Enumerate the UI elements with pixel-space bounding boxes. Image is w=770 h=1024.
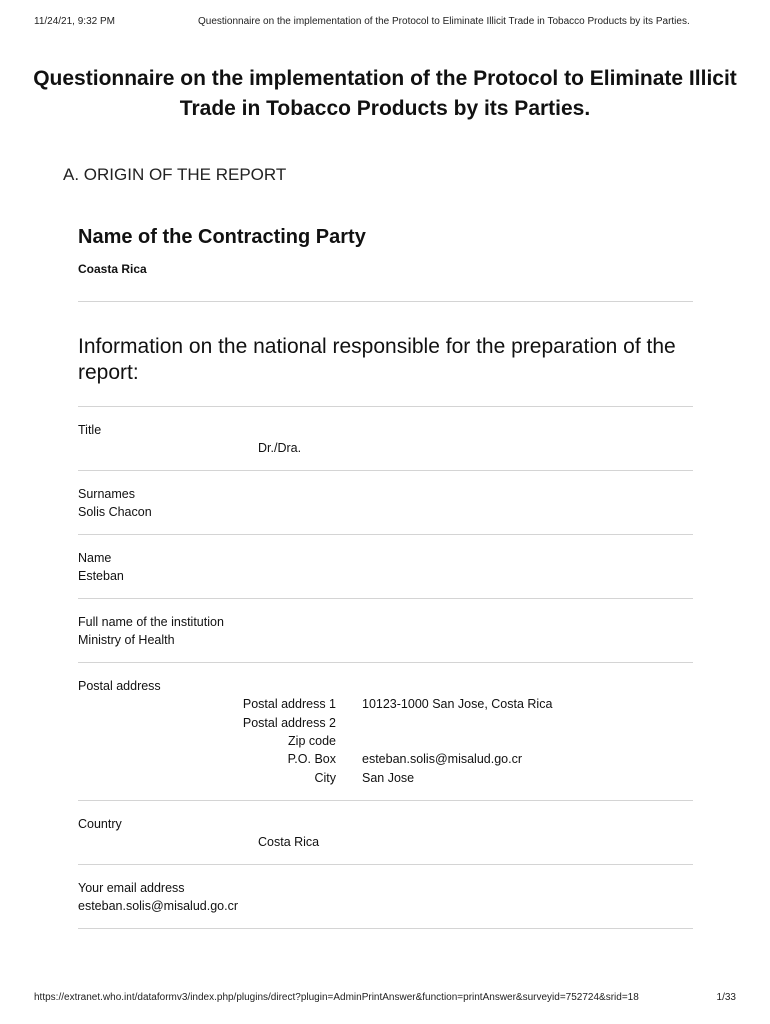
divider <box>78 800 693 801</box>
surnames-label: Surnames <box>78 487 135 501</box>
divider <box>78 534 693 535</box>
name-value: Esteban <box>78 569 124 583</box>
postal-address-1-label: Postal address 1 <box>242 697 336 711</box>
divider <box>78 470 693 471</box>
country-value: Costa Rica <box>258 835 320 849</box>
contracting-party-value: Coasta Rica <box>78 262 147 276</box>
divider <box>78 864 693 865</box>
divider <box>78 662 693 663</box>
zip-code-label: Zip code <box>288 734 336 748</box>
info-heading: Information on the national responsible for the preparation of the report: <box>78 335 676 384</box>
email-label: Your email address <box>78 881 185 895</box>
postal-address-1-value: 10123-1000 San Jose, Costa Rica <box>362 697 553 711</box>
print-header-title: Questionnaire on the implementation of the Protocol to Eliminate Illicit Trade in Tobacco Products by its Parties. <box>198 16 690 27</box>
name-label: Name <box>78 551 112 565</box>
title-value: Dr./Dra. <box>258 441 302 455</box>
print-date: 11/24/21, 9:32 PM <box>34 16 115 27</box>
divider <box>78 928 693 929</box>
title-label: Title <box>78 423 102 437</box>
divider <box>78 406 693 407</box>
institution-label: Full name of the institution <box>78 615 224 629</box>
email-value: esteban.solis@misalud.go.cr <box>78 899 238 913</box>
page-title: Questionnaire on the implementation of the Protocol to Eliminate Illicit Trade in Tobacco Products by its Parties. <box>33 67 737 120</box>
surnames-value: Solis Chacon <box>78 505 152 519</box>
city-label: City <box>314 771 336 785</box>
section-heading: A. ORIGIN OF THE REPORT <box>63 165 287 184</box>
divider <box>78 301 693 302</box>
page-url: https://extranet.who.int/dataformv3/index.php/plugins/direct?plugin=AdminPrintAnswer&function=printAnswer&surveyid=752724&srid=18 <box>34 992 639 1003</box>
postal-address-label: Postal address <box>78 679 161 693</box>
page-number: 1/33 <box>716 992 736 1003</box>
country-label: Country <box>78 817 122 831</box>
postal-address-2-label: Postal address 2 <box>242 716 336 730</box>
po-box-label: P.O. Box <box>287 752 336 766</box>
po-box-value: esteban.solis@misalud.go.cr <box>362 752 522 766</box>
contracting-party-label: Name of the Contracting Party <box>78 226 366 248</box>
institution-value: Ministry of Health <box>78 633 175 647</box>
city-value: San Jose <box>362 771 415 785</box>
divider <box>78 598 693 599</box>
